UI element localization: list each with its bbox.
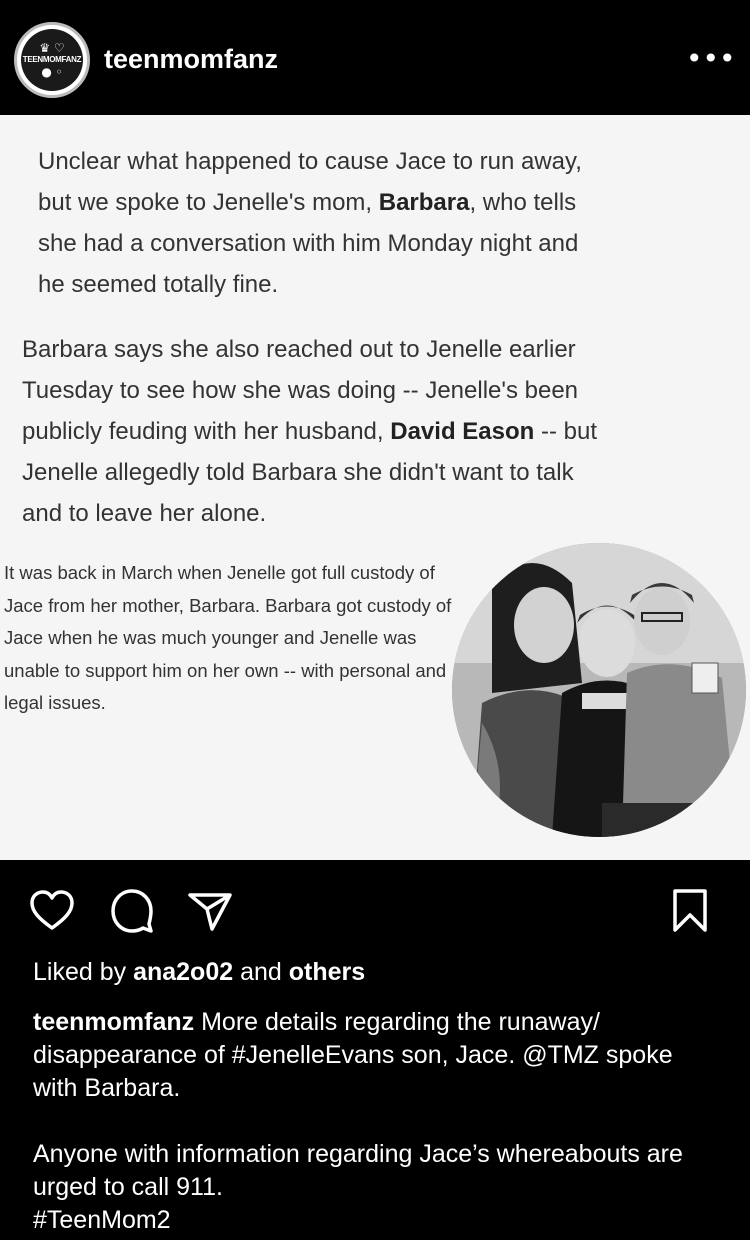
family-photo [452, 543, 746, 837]
caption-text-2: Anyone with information regarding Jace’s whereabouts are urged to call 911. [33, 1140, 683, 1201]
post-image [0, 115, 750, 860]
avatar-logo [21, 29, 83, 91]
bold-name-barbara: Barbara [378, 189, 470, 216]
caption-text-1: More details regarding the runaway/ disappearance of #JenelleEvans son, Jace. @TMZ spoke with Barbara. [33, 1008, 673, 1102]
username[interactable]: teenmomfanz [104, 44, 279, 74]
caption-username[interactable]: teenmomfanz [33, 1008, 195, 1036]
heart-icon[interactable] [28, 887, 76, 935]
article-paragraph-1: Unclear what happened to cause Jace to run away, but we spoke to Jenelle's mom, Barbara, who tells she had a conversation with him Monday night and he seemed totally fine. [38, 148, 582, 298]
baby-icon: ● ◦ [41, 65, 63, 79]
family-photo-illustration [452, 543, 746, 837]
avatar-text: TEENMOMFANZ [22, 55, 82, 64]
article-paragraph-2: Barbara says she also reached out to Jenelle earlier Tuesday to see how she was doing -- Jenelle's been publicly feuding with her husband, David Eason -- but Jenelle allegedly told Barbara she didn't want to talk and to leave her alone. [22, 336, 597, 527]
likes-others[interactable]: others [288, 958, 366, 986]
post-header [0, 0, 750, 115]
caption-hashtag[interactable]: #TeenMom2 [33, 1206, 171, 1234]
crown-heart-icon: ♛ ♡ [39, 41, 65, 55]
liker-username[interactable]: ana2o02 [133, 958, 234, 986]
bookmark-icon[interactable] [666, 887, 714, 935]
post-caption [33, 1006, 713, 1237]
likes-summary[interactable]: Liked by ana2o02 and others [33, 958, 366, 986]
avatar[interactable] [14, 22, 90, 98]
send-icon[interactable] [186, 887, 234, 935]
article-paragraph-3: It was back in March when Jenelle got full custody of Jace from her mother, Barbara. Barbara got custody of Jace when he was much younger and Jenelle was unable to support him on her own -- with personal and legal issues. [4, 562, 452, 713]
bold-name-david-eason: David Eason [390, 418, 535, 445]
more-horizontal-icon[interactable]: ••• [686, 42, 736, 75]
comment-icon[interactable] [108, 887, 156, 935]
